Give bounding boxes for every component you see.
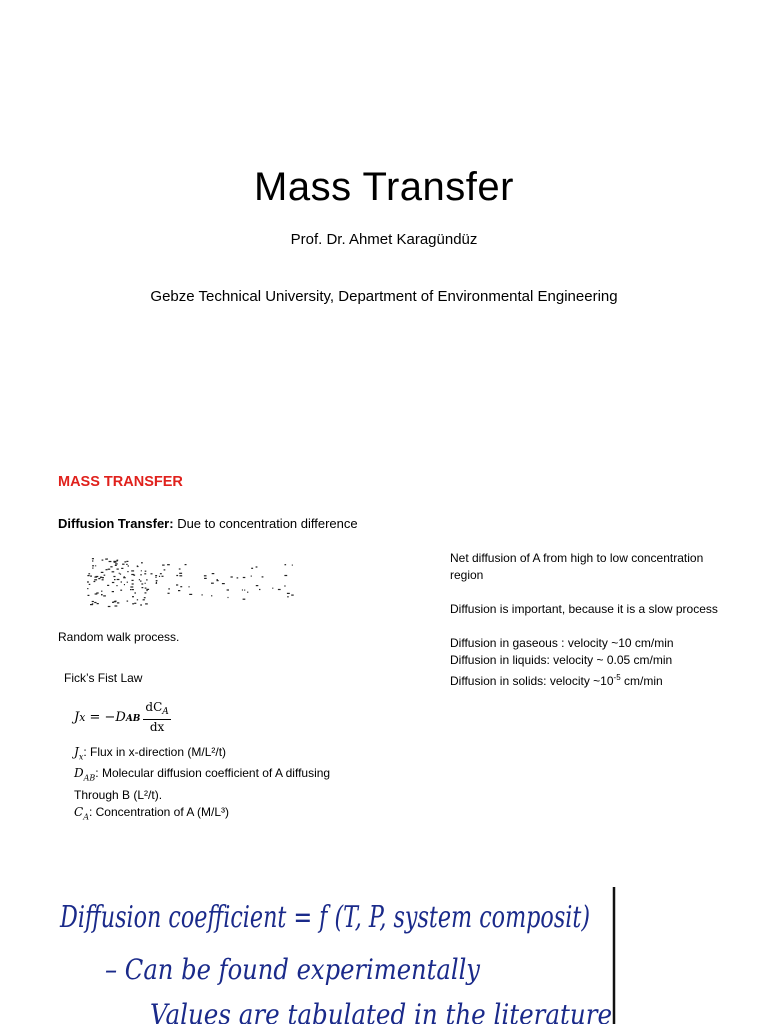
- particle-dot: [92, 565, 94, 566]
- particle-dot: [102, 560, 104, 561]
- particle-dot: [262, 576, 264, 577]
- particle-dot: [120, 590, 122, 591]
- particle-dot: [155, 575, 157, 576]
- particle-dot: [284, 585, 285, 586]
- particle-dot: [92, 603, 94, 604]
- particle-dot: [126, 561, 128, 562]
- particle-dot: [139, 579, 140, 580]
- particle-dot: [102, 577, 104, 578]
- diffusion-transfer-text: Due to concentration difference: [173, 516, 358, 531]
- particle-dot: [108, 606, 111, 607]
- particle-dot: [97, 603, 99, 604]
- particle-dot: [88, 595, 90, 596]
- definition-text: : Molecular diffusion coefficient of A diffusing: [95, 766, 331, 781]
- particle-dot: [132, 589, 134, 590]
- particle-dot: [146, 590, 147, 591]
- particle-dot: [145, 583, 146, 584]
- particle-dot: [95, 593, 98, 594]
- particle-dot: [115, 565, 117, 566]
- particle-dot: [134, 603, 136, 604]
- particle-dot: [107, 558, 108, 559]
- particle-dot: [112, 582, 114, 583]
- particle-dot: [124, 584, 125, 585]
- particle-dot: [162, 576, 164, 577]
- particle-dot: [141, 562, 143, 563]
- particle-dot: [131, 574, 134, 575]
- particle-dot: [87, 581, 89, 582]
- particle-dot: [144, 573, 146, 574]
- particle-dot: [92, 558, 94, 559]
- particle-dot: [124, 561, 126, 562]
- particle-dot: [231, 576, 233, 577]
- particle-dot: [156, 580, 158, 581]
- particle-dot: [116, 585, 117, 586]
- particle-dot: [162, 565, 165, 566]
- particle-dot: [101, 572, 104, 573]
- page-title: Mass Transfer: [254, 165, 514, 209]
- diffusion-notes: [450, 550, 760, 690]
- particle-dot: [287, 593, 290, 594]
- slow-process-note: Diffusion is important, because it is a slow process: [450, 602, 718, 616]
- particle-dot: [92, 560, 93, 561]
- particle-dot: [112, 591, 114, 592]
- particle-dot: [130, 586, 133, 587]
- particle-dot: [278, 589, 281, 590]
- diffusion-transfer-label: Diffusion Transfer:: [58, 516, 174, 531]
- particle-dot: [204, 578, 207, 579]
- particle-dot: [179, 575, 182, 576]
- particle-dot: [101, 594, 103, 595]
- particle-dot: [146, 579, 148, 580]
- particle-dot: [180, 586, 182, 587]
- particle-dot: [117, 579, 120, 580]
- particle-dot: [256, 566, 258, 567]
- particle-dot: [121, 568, 123, 569]
- particle-dot: [189, 586, 190, 587]
- particle-dot: [115, 605, 118, 606]
- eq-denominator: dx: [149, 720, 165, 735]
- particle-dot: [247, 592, 248, 593]
- particle-dot: [108, 569, 111, 570]
- definitions-list: [74, 744, 330, 825]
- particle-dot: [116, 560, 118, 561]
- particle-dot: [131, 570, 134, 571]
- particle-dot: [164, 569, 166, 570]
- particle-dot: [168, 588, 170, 589]
- particle-dot: [145, 571, 147, 572]
- particle-dot: [243, 599, 246, 600]
- particle-dot: [211, 595, 212, 596]
- solids-velocity-exp: -5: [613, 673, 621, 682]
- particle-dot: [176, 584, 178, 585]
- particle-dot: [211, 583, 214, 584]
- definition-row: [74, 804, 330, 825]
- particle-dot: [106, 569, 108, 570]
- definition-row: [74, 744, 330, 765]
- particle-dot: [178, 590, 180, 591]
- particle-dot: [112, 602, 114, 603]
- ficks-law-heading: Fick’s Fist Law: [64, 671, 143, 685]
- particle-dot: [160, 573, 162, 574]
- net-diffusion-line-2: region: [450, 568, 484, 582]
- particle-dot: [167, 564, 170, 565]
- particle-dot: [103, 595, 106, 596]
- particle-dot: [98, 578, 100, 579]
- solids-velocity: [450, 669, 760, 690]
- particle-dot: [156, 582, 157, 583]
- particle-dot: [237, 577, 239, 578]
- particle-dot: [110, 566, 112, 567]
- particle-dot: [140, 574, 142, 575]
- particle-dot: [142, 587, 144, 588]
- random-walk-dots-image: [62, 548, 302, 616]
- definition-row: [74, 765, 330, 786]
- solids-velocity-unit: cm/min: [620, 674, 663, 688]
- particle-dot: [259, 589, 260, 590]
- handwritten-notes: [0, 875, 768, 1024]
- definition-symbol: D: [74, 766, 84, 781]
- particle-dot: [155, 577, 156, 578]
- particle-dot: [285, 564, 287, 565]
- particle-dot: [204, 575, 207, 576]
- definition-subscript: AB: [83, 773, 96, 783]
- solids-velocity-text: Diffusion in solids: velocity ~10: [450, 674, 614, 688]
- eq-fraction: [143, 700, 170, 734]
- particle-dot: [176, 575, 178, 576]
- particle-dot: [185, 564, 187, 565]
- particle-dot: [132, 596, 134, 597]
- eq-num-sub: A: [162, 707, 169, 718]
- particle-dot: [143, 599, 145, 600]
- particle-dot: [92, 601, 94, 602]
- particle-dot: [100, 577, 101, 578]
- eq-num-text: dC: [145, 700, 163, 714]
- particle-dot: [96, 576, 99, 577]
- definition-subscript: x: [78, 752, 84, 762]
- particle-dot: [168, 593, 170, 594]
- particle-dot: [132, 583, 134, 584]
- particle-dot: [228, 597, 229, 598]
- definition-symbol: J: [74, 745, 79, 759]
- section-heading: MASS TRANSFER: [58, 474, 183, 490]
- particle-dot: [127, 582, 128, 583]
- particle-dot: [101, 591, 102, 592]
- particle-dot: [130, 589, 132, 590]
- particle-dot: [222, 583, 225, 584]
- particle-dot: [159, 576, 160, 577]
- particle-dot: [137, 566, 139, 567]
- particle-dot: [121, 581, 122, 582]
- diffusion-transfer-line: [58, 516, 358, 531]
- particle-dot: [256, 585, 258, 586]
- eq-lhs-sub: x: [79, 710, 86, 724]
- definition-subscript: A: [83, 812, 89, 822]
- liquids-velocity: Diffusion in liquids: velocity ~ 0.05 cm/min: [450, 653, 673, 667]
- particle-dot: [284, 575, 287, 576]
- particle-dot: [291, 595, 294, 596]
- definition-symbol: C: [74, 804, 84, 819]
- particle-dot: [217, 580, 219, 581]
- gaseous-velocity: Diffusion in gaseous : velocity ~10 cm/min: [450, 636, 674, 650]
- particle-dot: [134, 592, 136, 593]
- particle-dot: [140, 581, 142, 582]
- particle-dot: [127, 571, 128, 572]
- eq-numerator: [143, 700, 170, 720]
- particle-dot: [122, 564, 124, 565]
- particle-dot: [144, 597, 146, 598]
- particle-dot: [94, 579, 97, 580]
- author-name: Prof. Dr. Ahmet Karagündüz: [290, 231, 478, 248]
- definition-row: [74, 787, 330, 804]
- particle-dot: [287, 596, 289, 597]
- particle-dot: [112, 571, 115, 572]
- handwritten-line-2: – Can be found experimentally: [105, 953, 482, 986]
- eq-lhs: J: [74, 709, 80, 725]
- particle-dot: [251, 568, 253, 569]
- definition-text: : Flux in x-direction (M/L²/t): [83, 745, 227, 759]
- particle-dot: [128, 565, 129, 566]
- particle-dot: [145, 603, 148, 604]
- net-diffusion-line-1: Net diffusion of A from high to low concentration: [450, 551, 704, 565]
- eq-equals: = −: [85, 709, 116, 725]
- particle-dot: [87, 588, 88, 589]
- particle-dot: [179, 573, 182, 574]
- particle-dot: [140, 604, 142, 605]
- particle-dot: [102, 579, 104, 580]
- particle-dot: [92, 568, 93, 569]
- particle-dot: [243, 577, 246, 578]
- particle-dot: [212, 573, 215, 574]
- particle-dot: [179, 568, 181, 569]
- particle-dot: [117, 569, 119, 570]
- particle-dot: [120, 574, 121, 575]
- ficks-law-equation: [74, 700, 171, 734]
- random-walk-caption: Random walk process.: [58, 630, 180, 644]
- particle-dot: [87, 575, 89, 576]
- particle-dot: [94, 602, 96, 603]
- particle-dot: [292, 565, 293, 566]
- particle-dot: [126, 564, 127, 565]
- particle-dot: [242, 589, 243, 590]
- particle-dot: [141, 583, 143, 584]
- particle-dot: [132, 580, 134, 581]
- particle-dot: [114, 579, 116, 580]
- particle-dot: [115, 563, 118, 564]
- particle-dot: [117, 602, 119, 603]
- particle-dot: [272, 588, 273, 589]
- particle-dot: [94, 581, 96, 582]
- particle-dot: [104, 575, 106, 576]
- particle-dot: [244, 590, 245, 591]
- particle-dot: [124, 576, 125, 577]
- definition-text: : Concentration of A (M/L³): [88, 804, 230, 819]
- particle-dot: [145, 588, 147, 589]
- particle-dot: [113, 576, 115, 577]
- particle-dot: [146, 589, 149, 590]
- particle-dot: [119, 573, 120, 574]
- particle-dot: [141, 570, 142, 571]
- handwritten-line-1: Diffusion coefficient = f (T, P, system composit): [59, 900, 590, 935]
- handwritten-line-3: Values are tabulated in the literature: [150, 998, 612, 1024]
- particle-dot: [107, 585, 109, 586]
- particle-dot: [227, 589, 229, 590]
- particle-dot: [202, 594, 203, 595]
- particle-dot: [127, 601, 129, 602]
- particle-dot: [151, 573, 153, 574]
- eq-coef: D: [115, 709, 126, 725]
- particle-dot: [137, 599, 138, 600]
- definition-text: Through B (L²/t).: [74, 787, 163, 802]
- particle-dot: [132, 603, 134, 604]
- particle-dot: [251, 576, 252, 577]
- particle-dot: [109, 561, 112, 562]
- particle-dot: [89, 584, 91, 585]
- particle-dot: [145, 592, 147, 593]
- particle-dot: [90, 576, 92, 577]
- particle-dot: [189, 594, 192, 595]
- particle-dot: [95, 565, 96, 566]
- particle-dot: [88, 573, 90, 574]
- eq-coef-sub: AB: [125, 713, 141, 724]
- particle-dot: [113, 561, 116, 562]
- affiliation: Gebze Technical University, Department of Environmental Engineering: [150, 288, 618, 305]
